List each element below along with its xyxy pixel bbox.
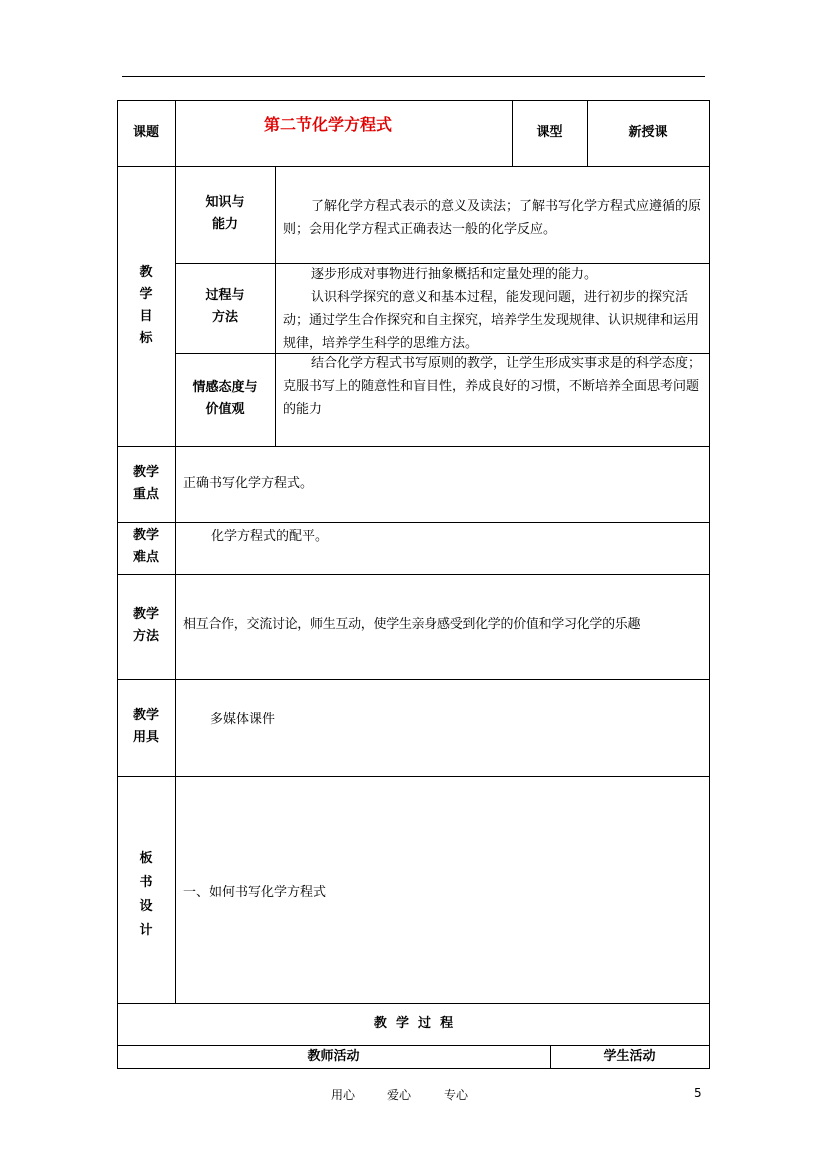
board-label: 板 书 设 计	[139, 851, 153, 938]
type-value: 新授课	[628, 125, 668, 140]
knowledge-label: 知识与 能力	[205, 195, 245, 232]
student-activity-header: 学生活动	[603, 1049, 656, 1064]
course-label: 课题	[132, 125, 159, 140]
board-text: 一、如何书写化学方程式	[183, 885, 327, 900]
page-number: 5	[694, 1086, 702, 1100]
goals-label: 教 学 目 标	[139, 265, 153, 346]
footer-item-2: 爱心	[387, 1088, 412, 1102]
emotion-label: 情感态度与 价值观	[192, 380, 258, 417]
header-rule	[122, 76, 705, 77]
tools-text: 多媒体课件	[210, 712, 276, 727]
method-text: 相互合作，交流讨论，师生互动，使学生亲身感受到化学的价值和学习化学的乐趣	[183, 617, 641, 632]
type-label: 课型	[536, 125, 563, 140]
process-header: 教 学 过 程	[373, 1016, 454, 1031]
process-text-1: 逐步形成对事物进行抽象概括和定量处理的能力。	[311, 267, 598, 282]
process-label: 过程与 方法	[205, 288, 245, 325]
focus-label: 教学 重点	[132, 465, 159, 502]
difficulty-label: 教学 难点	[132, 528, 159, 565]
process-text-2: 认识科学探究的意义和基本过程，能发现问题，进行初步的探究活动；通过学生合作探究和自主探究，培养学生发现规律、认识规律和运用规律，培养学生科学的思维方法。	[283, 290, 700, 351]
teacher-activity-header: 教师活动	[307, 1049, 360, 1064]
footer-item-1: 用心	[331, 1088, 356, 1102]
tools-label: 教学 用具	[132, 708, 159, 745]
lesson-title: 第二节化学方程式	[264, 115, 393, 134]
footer-item-3: 专心	[444, 1088, 469, 1102]
knowledge-text: 了解化学方程式表示的意义及读法；了解书写化学方程式应遵循的原则；会用化学方程式正确表达一般的化学反应。	[283, 199, 702, 237]
focus-text: 正确书写化学方程式。	[183, 476, 314, 491]
method-label: 教学 方法	[132, 607, 159, 644]
emotion-text: 结合化学方程式书写原则的教学，让学生形成实事求是的科学态度；克服书写上的随意性和盲目性，养成良好的习惯，不断培养全面思考问题的能力	[283, 356, 702, 417]
difficulty-text: 化学方程式的配平。	[211, 529, 329, 544]
